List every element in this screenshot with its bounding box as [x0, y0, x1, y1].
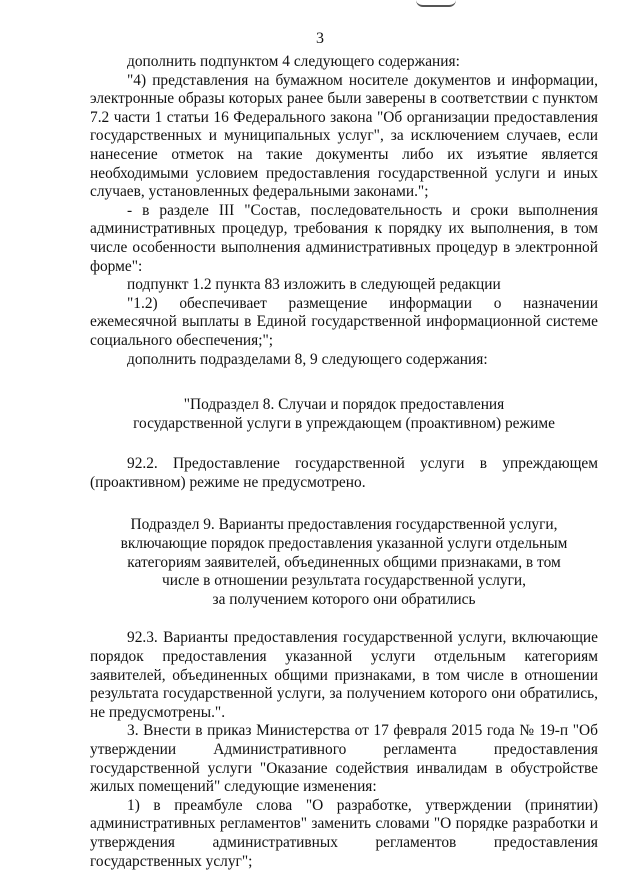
heading-line: Подраздел 9. Варианты предоставления государственной услуги, [130, 516, 558, 534]
paragraph: подпункт 1.2 пункта 83 изложить в следующей редакции [127, 276, 501, 294]
paragraph: дополнить подразделами 8, 9 следующего содержания: [127, 350, 488, 368]
heading-line: числе в отношении результата государственной услуги, [161, 572, 527, 590]
paragraph-item-1: 1) в преамбуле слова "О разработке, утверждении (принятии) административных регламентов" заменить словами "О порядке разработки и утверждения административных регламентов предоставления государственных услуг"; [90, 796, 598, 870]
paragraph-92-2: 92.2. Предоставление государственной услуги в упреждающем (проактивном) режиме не предусмотрено. [90, 455, 598, 491]
heading-line: государственной услуги в упреждающем (проактивном) режиме [133, 414, 555, 432]
heading-line: "Подраздел 8. Случаи и порядок предоставления [183, 396, 505, 414]
paragraph: "1.2) обеспечивает размещение информации о назначении ежемесячной выплаты в Единой государственной информационной системе социального обеспечения;"; [90, 294, 598, 349]
heading-line: включающие порядок предоставления указанной услуги отдельным [120, 535, 568, 553]
heading-line: категориям заявителей, объединенных общими признаками, в том [127, 553, 561, 571]
document-body [90, 53, 598, 871]
paragraph: "4) представления на бумажном носителе документов и информации, электронные образы которых ранее были заверены в соответствии с пунктом 7.2 части 1 статьи 16 Федерального закона "Об организации предоставления государственных и муниципальных услуг", за исключением случаев, если нанесение отметок на такие документы либо их изъятие является необходимыми условием предоставления государственной услуги и иных случаев, установленных федеральными законами."; [90, 71, 598, 201]
paragraph: - в разделе III "Состав, последовательность и сроки выполнения административных процедур, требования к порядку их выполнения, в том числе особенности выполнения административных процедур в электронной форме": [90, 201, 598, 275]
paragraph: дополнить подпунктом 4 следующего содержания: [127, 53, 460, 70]
subsection-8-heading [90, 396, 598, 433]
page-number: 3 [316, 30, 324, 47]
scan-mark [416, 0, 456, 7]
heading-line: за получением которого они обратились [212, 590, 476, 608]
paragraph-item-3: 3. Внести в приказ Министерства от 17 февраля 2015 года № 19-п "Об утверждении Административного регламента предоставления государственной услуги "Оказание содействия инвалидам в обустройстве жилых помещений" следующие изменения: [90, 722, 598, 796]
paragraph-92-3: 92.3. Варианты предоставления государственной услуги, включающие порядок предоставления указанной услуги отдельным категориям заявителей, объединенных общими признаками, в том числе в отношении результата государственной услуги, за получением которого они обратились, не предусмотрены.". [90, 629, 598, 721]
subsection-9-heading [90, 516, 598, 609]
